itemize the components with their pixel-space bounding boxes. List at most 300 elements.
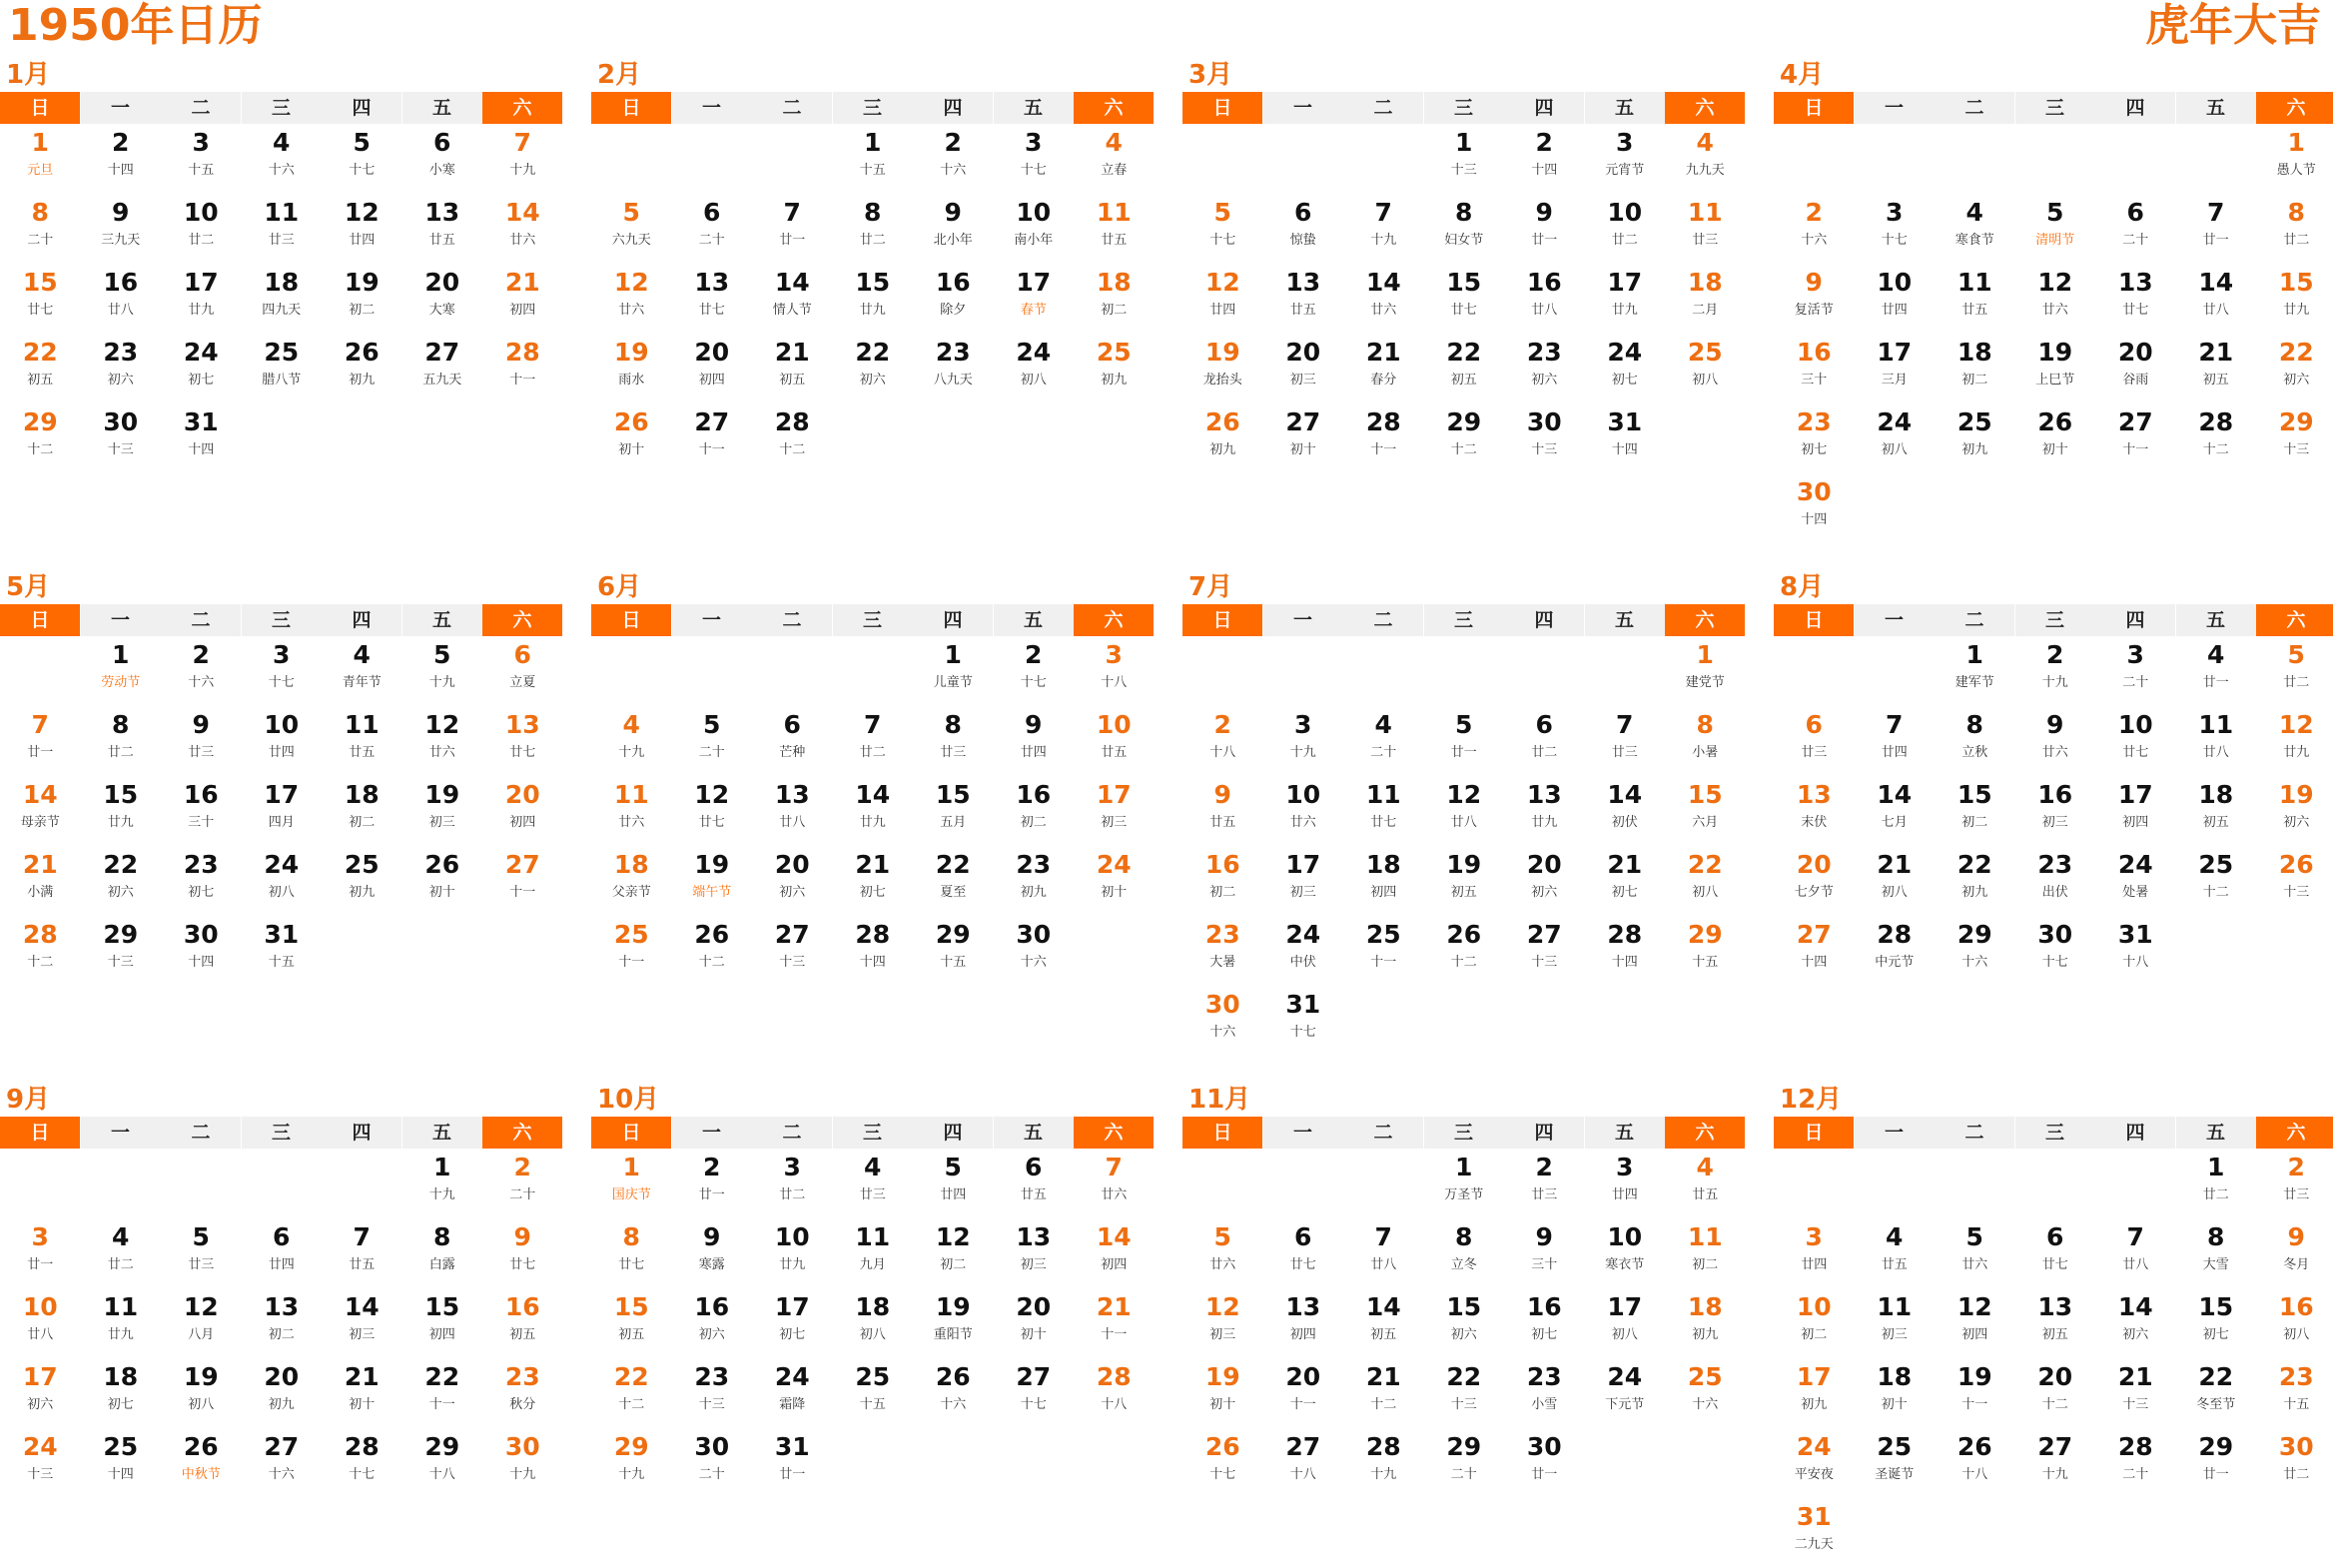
day-number: 5: [1213, 1222, 1231, 1251]
day-number: 4: [353, 640, 371, 669]
day-number: 12: [1204, 268, 1240, 297]
empty-cell: [752, 636, 833, 706]
day-cell: [0, 194, 81, 264]
lunar-label: 十三: [1531, 955, 1558, 970]
day-cell: [2015, 706, 2096, 776]
day-cell: [2256, 846, 2333, 916]
lunar-label: 十九: [1370, 233, 1397, 248]
day-cell: [1774, 264, 1855, 334]
empty-cell: [672, 124, 753, 194]
day-number: 24: [1877, 407, 1913, 436]
day-cell: [81, 194, 162, 264]
day-number: 26: [1204, 1432, 1240, 1461]
lunar-label: 十七: [1209, 233, 1236, 248]
lunar-label: 初五: [618, 1327, 645, 1342]
day-cell: [994, 1218, 1075, 1288]
day-cell: [161, 1218, 242, 1288]
day-cell: [482, 1428, 563, 1498]
day-number: 17: [1877, 338, 1913, 367]
day-number: 13: [2037, 1292, 2073, 1321]
lunar-label: 国庆节: [611, 1187, 651, 1202]
weekday-1: 一: [1855, 1117, 1935, 1149]
day-number: 28: [1096, 1362, 1132, 1391]
lunar-label: 八九天: [933, 373, 973, 388]
weekday-1: 一: [81, 604, 161, 636]
day-cell: [2015, 776, 2096, 846]
day-number: 12: [424, 710, 460, 739]
lunar-label: 廿五: [1101, 745, 1128, 760]
day-number: 3: [1025, 128, 1043, 157]
day-number: 18: [613, 850, 649, 879]
day-cell: [0, 124, 81, 194]
day-number: 6: [1294, 1222, 1312, 1251]
lunar-label: 廿三: [940, 745, 967, 760]
day-number: 18: [1365, 850, 1401, 879]
day-number: 17: [264, 780, 300, 809]
lunar-label: 初四: [698, 373, 725, 388]
lunar-label: 二十: [698, 1467, 725, 1482]
day-cell: [2256, 1358, 2333, 1428]
day-number: 22: [613, 1362, 649, 1391]
day-cell: [1343, 1428, 1424, 1498]
lunar-label: 除夕: [940, 303, 967, 318]
day-cell: [833, 124, 914, 194]
day-number: 6: [433, 128, 451, 157]
empty-cell: [672, 636, 753, 706]
empty-cell: [1504, 636, 1585, 706]
day-cell: [1855, 334, 1936, 403]
lunar-label: 十四: [1801, 512, 1828, 527]
lunar-label: 廿三: [1531, 1187, 1558, 1202]
lunar-label: 十七: [1020, 1397, 1047, 1412]
day-cell: [913, 1358, 994, 1428]
lunar-label: 十二: [1450, 955, 1477, 970]
day-number: 27: [2037, 1432, 2073, 1461]
day-number: 7: [1886, 710, 1904, 739]
day-number: 16: [504, 1292, 540, 1321]
day-number: 5: [703, 710, 721, 739]
day-cell: [1935, 1428, 2015, 1498]
day-number: 18: [1956, 338, 1992, 367]
lunar-label: 二十: [2122, 1467, 2149, 1482]
lunar-label: 初三: [2041, 815, 2068, 830]
day-cell: [994, 1288, 1075, 1358]
day-cell: [913, 846, 994, 916]
day-number: 31: [2117, 920, 2153, 949]
day-cell: [1665, 636, 1746, 706]
day-number: 16: [694, 1292, 730, 1321]
day-number: 22: [1446, 338, 1482, 367]
lunar-label: 上巳节: [2035, 373, 2075, 388]
weekday-3: 三: [1424, 1117, 1504, 1149]
lunar-label: 十七: [1289, 1025, 1316, 1040]
weekday-5: 五: [402, 604, 482, 636]
lunar-label: 廿七: [2122, 303, 2149, 318]
lunar-label: 初伏: [1611, 815, 1638, 830]
day-cell: [1585, 776, 1666, 846]
day-number: 10: [1877, 268, 1913, 297]
day-number: 19: [1204, 338, 1240, 367]
day-cell: [833, 194, 914, 264]
day-number: 22: [855, 338, 891, 367]
lunar-label: 十五: [2283, 1397, 2310, 1412]
day-cell: [2095, 636, 2176, 706]
day-number: 22: [424, 1362, 460, 1391]
lunar-label: 十九: [2041, 675, 2068, 690]
weekday-1: 一: [672, 604, 752, 636]
day-cell: [833, 916, 914, 986]
day-grid: [1774, 636, 2333, 986]
day-cell: [1343, 194, 1424, 264]
lunar-label: 廿六: [1961, 1257, 1988, 1272]
day-cell: [81, 403, 162, 473]
lunar-label: 十九: [428, 675, 455, 690]
lunar-label: 初四: [1101, 1257, 1128, 1272]
day-number: 3: [1616, 128, 1634, 157]
day-number: 11: [1687, 1222, 1723, 1251]
day-number: 18: [1096, 268, 1132, 297]
lunar-label: 初十: [1209, 1397, 1236, 1412]
lunar-label: 初六: [1531, 885, 1558, 900]
lunar-label: 初八: [1692, 373, 1719, 388]
empty-cell: [2095, 124, 2176, 194]
lunar-label: 初四: [1961, 1327, 1988, 1342]
lunar-label: 十五: [1692, 955, 1719, 970]
day-number: 7: [1374, 198, 1392, 227]
day-cell: [1424, 334, 1505, 403]
day-number: 22: [1687, 850, 1723, 879]
lunar-label: 十一: [1289, 1397, 1316, 1412]
day-cell: [1774, 473, 1855, 543]
day-number: 3: [783, 1153, 801, 1181]
day-number: 1: [2287, 128, 2305, 157]
day-number: 27: [1285, 1432, 1321, 1461]
weekday-0: 日: [0, 604, 80, 636]
weekday-6: 六: [482, 92, 562, 124]
weekday-header: [1182, 1117, 1746, 1149]
day-cell: [833, 1218, 914, 1288]
day-number: 24: [264, 850, 300, 879]
day-number: 24: [22, 1432, 58, 1461]
day-number: 31: [1607, 407, 1643, 436]
day-cell: [1935, 334, 2015, 403]
lunar-label: 十四: [188, 442, 215, 457]
day-cell: [1774, 846, 1855, 916]
day-cell: [1074, 636, 1155, 706]
day-number: 30: [1796, 477, 1832, 506]
day-grid: [1182, 124, 1746, 473]
day-cell: [1504, 264, 1585, 334]
day-number: 13: [1285, 268, 1321, 297]
day-number: 9: [1535, 1222, 1553, 1251]
lunar-label: 十四: [1531, 163, 1558, 178]
lunar-label: 初四: [509, 303, 536, 318]
lunar-label: 十六: [940, 163, 967, 178]
weekday-3: 三: [833, 1117, 913, 1149]
day-number: 9: [112, 198, 130, 227]
day-cell: [1074, 124, 1155, 194]
day-cell: [2095, 846, 2176, 916]
day-cell: [1074, 1288, 1155, 1358]
lunar-label: 初七: [2202, 1327, 2229, 1342]
day-grid: [1774, 1149, 2333, 1568]
lunar-label: 初九: [1101, 373, 1128, 388]
day-number: 2: [1805, 198, 1823, 227]
day-number: 9: [1213, 780, 1231, 809]
day-cell: [672, 1218, 753, 1288]
lunar-label: 廿六: [1370, 303, 1397, 318]
lunar-label: 廿一: [27, 1257, 54, 1272]
day-number: 2: [1213, 710, 1231, 739]
lunar-label: 初四: [1370, 885, 1397, 900]
lunar-label: 初十: [618, 442, 645, 457]
day-number: 21: [1096, 1292, 1132, 1321]
lunar-label: 廿四: [1881, 745, 1908, 760]
lunar-label: 初九: [1961, 885, 1988, 900]
lunar-label: 八月: [188, 1327, 215, 1342]
day-cell: [1263, 334, 1344, 403]
day-number: 9: [944, 198, 962, 227]
day-cell: [833, 706, 914, 776]
day-cell: [591, 1428, 672, 1498]
day-number: 14: [1096, 1222, 1132, 1251]
day-number: 4: [1696, 128, 1714, 157]
day-cell: [913, 776, 994, 846]
day-cell: [591, 706, 672, 776]
lunar-label: 十一: [428, 1397, 455, 1412]
lunar-label: 廿九: [779, 1257, 806, 1272]
lunar-label: 十四: [188, 955, 215, 970]
day-number: 25: [1877, 1432, 1913, 1461]
empty-cell: [1343, 636, 1424, 706]
weekday-4: 四: [2095, 92, 2175, 124]
lunar-label: 廿四: [1209, 303, 1236, 318]
day-cell: [2256, 124, 2333, 194]
day-number: 9: [513, 1222, 531, 1251]
lunar-label: 初五: [509, 1327, 536, 1342]
lunar-label: 廿四: [940, 1187, 967, 1202]
day-number: 30: [1526, 407, 1562, 436]
day-number: 2: [944, 128, 962, 157]
weekday-6: 六: [1074, 92, 1154, 124]
day-number: 15: [22, 268, 58, 297]
lunar-label: 廿四: [268, 1257, 295, 1272]
lunar-label: 十三: [698, 1397, 725, 1412]
lunar-label: 处暑: [2122, 885, 2149, 900]
day-number: 4: [1105, 128, 1123, 157]
day-number: 29: [2198, 1432, 2234, 1461]
day-number: 10: [1607, 198, 1643, 227]
day-cell: [2176, 1288, 2257, 1358]
day-number: 28: [504, 338, 540, 367]
lunar-label: 廿一: [1531, 233, 1558, 248]
day-number: 17: [1607, 1292, 1643, 1321]
weekday-6: 六: [1074, 604, 1154, 636]
lunar-label: 廿九: [859, 815, 886, 830]
day-cell: [913, 124, 994, 194]
lunar-label: 初九: [1020, 885, 1047, 900]
year-blessing: 虎年大吉: [2145, 0, 2321, 51]
day-number: 23: [1526, 1362, 1562, 1391]
lunar-label: 二十: [2122, 233, 2149, 248]
day-cell: [1585, 1358, 1666, 1428]
weekday-3: 三: [2015, 604, 2095, 636]
day-cell: [1343, 1288, 1424, 1358]
day-number: 29: [1687, 920, 1723, 949]
day-number: 24: [1285, 920, 1321, 949]
day-cell: [482, 264, 563, 334]
lunar-label: 初七: [1531, 1327, 1558, 1342]
day-number: 28: [1607, 920, 1643, 949]
day-cell: [752, 846, 833, 916]
day-cell: [591, 846, 672, 916]
day-cell: [994, 194, 1075, 264]
empty-cell: [0, 636, 81, 706]
day-cell: [2095, 1358, 2176, 1428]
day-number: 1: [1965, 640, 1983, 669]
day-cell: [1774, 1288, 1855, 1358]
day-number: 15: [2198, 1292, 2234, 1321]
lunar-label: 十一: [1370, 442, 1397, 457]
day-cell: [1424, 706, 1505, 776]
lunar-label: 廿二: [107, 745, 134, 760]
day-number: 16: [183, 780, 219, 809]
day-number: 28: [1877, 920, 1913, 949]
day-number: 7: [1374, 1222, 1392, 1251]
day-number: 28: [2198, 407, 2234, 436]
day-cell: [81, 264, 162, 334]
lunar-label: 初二: [1961, 373, 1988, 388]
lunar-label: 廿三: [1801, 745, 1828, 760]
day-cell: [1074, 706, 1155, 776]
day-cell: [1585, 194, 1666, 264]
lunar-label: 廿二: [2283, 675, 2310, 690]
lunar-label: 寒露: [698, 1257, 725, 1272]
day-number: 20: [2037, 1362, 2073, 1391]
weekday-0: 日: [1182, 1117, 1262, 1149]
day-number: 15: [1446, 268, 1482, 297]
lunar-label: 廿六: [1289, 815, 1316, 830]
day-cell: [2256, 1428, 2333, 1498]
day-cell: [1074, 264, 1155, 334]
day-number: 19: [694, 850, 730, 879]
lunar-label: 初二: [1692, 1257, 1719, 1272]
day-number: 25: [1096, 338, 1132, 367]
day-number: 5: [2287, 640, 2305, 669]
lunar-label: 初五: [2202, 815, 2229, 830]
day-cell: [1424, 916, 1505, 986]
day-number: 24: [1016, 338, 1052, 367]
day-number: 15: [613, 1292, 649, 1321]
day-cell: [242, 846, 323, 916]
day-number: 17: [183, 268, 219, 297]
weekday-5: 五: [2176, 92, 2256, 124]
month-9: [0, 1083, 563, 1498]
day-number: 10: [1285, 780, 1321, 809]
day-number: 26: [1204, 407, 1240, 436]
day-number: 2: [513, 1153, 531, 1181]
day-number: 28: [1365, 407, 1401, 436]
weekday-header: [1182, 92, 1746, 124]
day-cell: [833, 1149, 914, 1218]
lunar-label: 初九: [1209, 442, 1236, 457]
weekday-1: 一: [1263, 92, 1343, 124]
day-cell: [81, 846, 162, 916]
day-number: 21: [855, 850, 891, 879]
day-number: 21: [1607, 850, 1643, 879]
lunar-label: 十三: [2283, 885, 2310, 900]
day-number: 1: [112, 640, 130, 669]
day-number: 12: [183, 1292, 219, 1321]
day-number: 30: [2278, 1432, 2314, 1461]
day-cell: [1504, 1428, 1585, 1498]
day-number: 6: [783, 710, 801, 739]
month-12: [1774, 1083, 2333, 1568]
day-cell: [1665, 706, 1746, 776]
day-cell: [242, 1358, 323, 1428]
lunar-label: 廿七: [2041, 1257, 2068, 1272]
day-cell: [752, 776, 833, 846]
day-grid: [591, 124, 1155, 473]
day-cell: [1585, 1218, 1666, 1288]
empty-cell: [1182, 1149, 1263, 1218]
day-number: 7: [864, 710, 882, 739]
day-cell: [242, 1218, 323, 1288]
day-cell: [1074, 846, 1155, 916]
day-cell: [242, 194, 323, 264]
day-number: 15: [2278, 268, 2314, 297]
day-cell: [2256, 1288, 2333, 1358]
lunar-label: 十二: [2041, 1397, 2068, 1412]
lunar-label: 初二: [268, 1327, 295, 1342]
day-cell: [1182, 264, 1263, 334]
lunar-label: 十三: [107, 442, 134, 457]
lunar-label: 十九: [1289, 745, 1316, 760]
lunar-label: 廿一: [779, 1467, 806, 1482]
lunar-label: 九九天: [1685, 163, 1725, 178]
day-cell: [1343, 706, 1424, 776]
lunar-label: 初二: [1209, 885, 1236, 900]
day-grid: [591, 1149, 1155, 1498]
lunar-label: 廿五: [1961, 303, 1988, 318]
empty-cell: [0, 1149, 81, 1218]
day-cell: [2015, 1218, 2096, 1288]
lunar-label: 廿二: [859, 745, 886, 760]
day-cell: [1504, 124, 1585, 194]
day-cell: [1263, 264, 1344, 334]
day-cell: [242, 1288, 323, 1358]
day-number: 15: [1956, 780, 1992, 809]
day-cell: [402, 636, 483, 706]
weekday-0: 日: [591, 92, 671, 124]
day-cell: [1424, 124, 1505, 194]
lunar-label: 十四: [1611, 442, 1638, 457]
lunar-label: 廿二: [1531, 745, 1558, 760]
lunar-label: 二十: [509, 1187, 536, 1202]
lunar-label: 初三: [349, 1327, 376, 1342]
weekday-header: [591, 92, 1155, 124]
day-number: 10: [2117, 710, 2153, 739]
day-number: 25: [2198, 850, 2234, 879]
day-number: 10: [1607, 1222, 1643, 1251]
lunar-label: 情人节: [772, 303, 812, 318]
lunar-label: 十三: [1450, 1397, 1477, 1412]
lunar-label: 十七: [1020, 163, 1047, 178]
day-cell: [1855, 846, 1936, 916]
day-number: 12: [1204, 1292, 1240, 1321]
lunar-label: 廿一: [779, 233, 806, 248]
lunar-label: 初二: [1020, 815, 1047, 830]
